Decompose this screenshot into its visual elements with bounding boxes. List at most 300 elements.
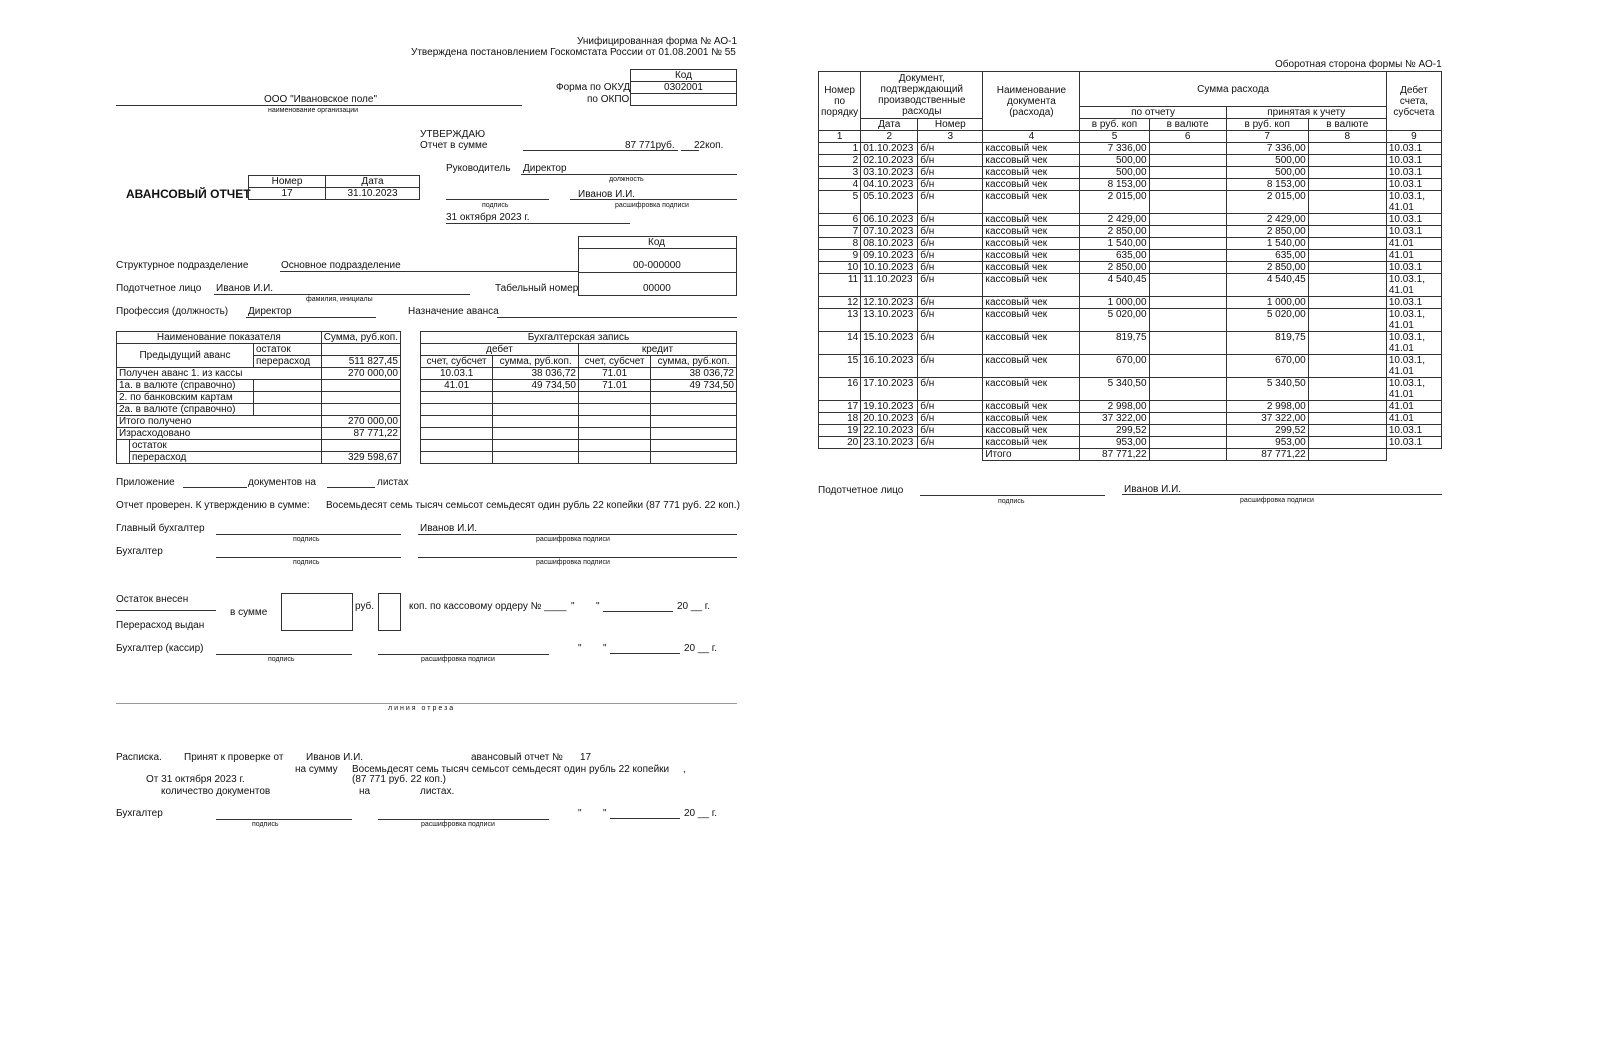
row-date: 06.10.2023 (861, 214, 918, 226)
row-doc-number: б/н (918, 355, 983, 378)
column-number: 6 (1149, 131, 1226, 143)
code-header-2: Код (648, 237, 666, 248)
receipt-date: От 31 октября 2023 г. (146, 774, 245, 785)
expense-row (819, 297, 1442, 309)
row-debit-line-2: 41.01 (1388, 366, 1414, 377)
credit-sum: 38 036,72 (651, 368, 737, 380)
expense-row (819, 179, 1442, 191)
header-report-rub: в руб. коп (1080, 119, 1149, 131)
row-sum-accepted: 4 540,45 (1226, 274, 1308, 297)
row-date: 11.10.2023 (861, 274, 918, 297)
okpo-label: по ОКПО (587, 94, 630, 105)
number-date-table (248, 175, 420, 200)
row-doc-name: кассовый чек (983, 332, 1080, 355)
row-cur-report (1149, 297, 1226, 309)
summary-table (116, 331, 401, 464)
prev-advance-label: Предыдущий аванс (117, 344, 254, 368)
row-cur-accepted (1308, 179, 1386, 191)
row-debit-line-1: 10.03.1, (1388, 309, 1425, 320)
row-debit: 10.03.1 (1386, 179, 1441, 191)
row-sum-accepted: 5 340,50 (1226, 378, 1308, 401)
cashier-quote-close: " (603, 643, 607, 654)
row-cur-accepted (1308, 226, 1386, 238)
expense-row (819, 238, 1442, 250)
row-date: 10.10.2023 (861, 262, 918, 274)
row-debit-line-2: 41.01 (1388, 202, 1414, 213)
row-debit-line-1: 10.03.1, (1388, 191, 1425, 202)
report-sum-kop: 22коп. (694, 140, 724, 151)
row-sum-accepted: 2 998,00 (1226, 401, 1308, 413)
accounting-row-empty (421, 416, 737, 428)
doc-title: АВАНСОВЫЙ ОТЧЕТ (126, 187, 251, 201)
total-label: Итого (983, 449, 1080, 461)
org-caption: наименование организации (268, 107, 359, 114)
row-doc-number: б/н (918, 226, 983, 238)
accounting-row-empty (421, 428, 737, 440)
row-cur-report (1149, 167, 1226, 179)
row-cur-accepted (1308, 309, 1386, 332)
row-number: 6 (819, 214, 861, 226)
row-debit: 10.03.1 (1386, 437, 1441, 449)
currency1-label: 1а. в валюте (справочно) (117, 380, 254, 392)
row-debit: 41.01 (1386, 238, 1441, 250)
row-doc-number: б/н (918, 167, 983, 179)
debit-account: 41.01 (421, 380, 493, 392)
row-cur-accepted (1308, 437, 1386, 449)
debit-account: 10.03.1 (421, 368, 493, 380)
header-debit: Дебет счета, субсчета (1386, 72, 1441, 131)
expense-row (819, 355, 1442, 378)
row-doc-number: б/н (918, 401, 983, 413)
row-cur-accepted (1308, 355, 1386, 378)
year-line: 20 __ г. (677, 601, 711, 612)
chief-name-line (418, 534, 737, 535)
row-doc-name: кассовый чек (983, 214, 1080, 226)
kop-order-label: коп. по кассовому ордеру № ____ (409, 601, 567, 612)
expense-row (819, 413, 1442, 425)
header-sum: Сумма расхода (1080, 72, 1386, 107)
total-empty-3 (918, 449, 983, 461)
row-date: 22.10.2023 (861, 425, 918, 437)
row-sum-accepted: 8 153,00 (1226, 179, 1308, 191)
row-debit (1386, 309, 1441, 332)
back-name-line (1122, 494, 1442, 495)
cut-line (116, 703, 737, 704)
row-cur-report (1149, 274, 1226, 297)
cashier-year: 20 __ г. (684, 643, 718, 654)
form-title: Унифицированная форма № АО-1 (577, 36, 738, 47)
row-sum-report: 953,00 (1080, 437, 1149, 449)
row-number: 3 (819, 167, 861, 179)
credit-sum: 49 734,50 (651, 380, 737, 392)
accountant-decode-caption: расшифровка подписи (536, 559, 610, 566)
row-sum-accepted: 2 850,00 (1226, 262, 1308, 274)
expense-row (819, 262, 1442, 274)
row-sum-accepted: 635,00 (1226, 250, 1308, 262)
row-debit: 10.03.1 (1386, 167, 1441, 179)
row-doc-name: кассовый чек (983, 274, 1080, 297)
tab-value: 00000 (643, 283, 671, 294)
row-doc-name: кассовый чек (983, 143, 1080, 155)
accountant2-date-line (610, 818, 680, 819)
row-number: 18 (819, 413, 861, 425)
accountant2-quote-open: " (578, 808, 582, 819)
sheets-label: листах (377, 477, 409, 488)
row-cur-report (1149, 250, 1226, 262)
currency2-value (321, 404, 400, 416)
cashier-label: Бухгалтер (кассир) (116, 643, 204, 654)
expense-row (819, 401, 1442, 413)
credit-sum-header: сумма, руб.коп. (651, 356, 737, 368)
total-accepted: 87 771,22 (1226, 449, 1308, 461)
row-number: 13 (819, 309, 861, 332)
okud-label: Форма по ОКУД (556, 82, 631, 93)
row-debit (1386, 191, 1441, 214)
row-cur-accepted (1308, 413, 1386, 425)
remainder-line (116, 610, 216, 611)
row-sum-accepted: 1 000,00 (1226, 297, 1308, 309)
report-sum-label: Отчет в сумме (420, 140, 488, 151)
total-accepted-cur (1308, 449, 1386, 461)
row-debit: 41.01 (1386, 401, 1441, 413)
row-sum-report: 500,00 (1080, 167, 1149, 179)
head-position: Директор (523, 163, 567, 174)
expense-row (819, 425, 1442, 437)
row-debit-line-2: 41.01 (1388, 320, 1414, 331)
tab-label: Табельный номер (495, 283, 579, 294)
okpo-value (631, 94, 737, 106)
pererashod2-label: перерасход (130, 452, 322, 464)
row-cur-accepted (1308, 155, 1386, 167)
debit-sum: 38 036,72 (493, 368, 579, 380)
row-sum-report: 5 020,00 (1080, 309, 1149, 332)
advance-report-no-label: авансовый отчет № (471, 752, 563, 763)
kop-box[interactable] (378, 593, 401, 631)
report-sum-rub: 87 771руб. (625, 140, 675, 151)
currency1-value (321, 380, 400, 392)
row-cur-accepted (1308, 401, 1386, 413)
row-sum-accepted: 819,75 (1226, 332, 1308, 355)
row-doc-name: кассовый чек (983, 226, 1080, 238)
row-date: 12.10.2023 (861, 297, 918, 309)
header-accepted-cur: в валюте (1308, 119, 1386, 131)
approve-label: УТВЕРЖДАЮ (420, 129, 486, 140)
approve-date-line (446, 223, 630, 224)
currency2-label: 2а. в валюте (справочно) (117, 404, 254, 416)
head-signature-caption: подпись (482, 202, 509, 209)
row-sum-accepted: 953,00 (1226, 437, 1308, 449)
accounting-row-empty (421, 392, 737, 404)
row-doc-name: кассовый чек (983, 191, 1080, 214)
header-date: Дата (861, 119, 918, 131)
header-accepted: принятая к учету (1226, 107, 1386, 119)
row-number: 9 (819, 250, 861, 262)
back-signature-line (920, 495, 1105, 496)
row-number: 12 (819, 297, 861, 309)
row-cur-report (1149, 401, 1226, 413)
accountant2-name-line (378, 819, 549, 820)
remainder-label: Остаток внесен (116, 594, 189, 605)
row-number: 8 (819, 238, 861, 250)
row-doc-number: б/н (918, 309, 983, 332)
row-debit: 10.03.1 (1386, 214, 1441, 226)
row-number: 10 (819, 262, 861, 274)
accounting-row (421, 368, 737, 380)
row-debit (1386, 355, 1441, 378)
expense-row (819, 437, 1442, 449)
head-position-line (521, 174, 737, 175)
receipt-sum-words: Восемьдесят семь тысяч семьсот семьдесят один рубль 22 копейки (352, 764, 670, 775)
row-doc-number: б/н (918, 378, 983, 401)
row-doc-number: б/н (918, 332, 983, 355)
row-doc-number: б/н (918, 191, 983, 214)
over-value: 329 598,67 (321, 452, 400, 464)
row-date: 03.10.2023 (861, 167, 918, 179)
expense-row (819, 309, 1442, 332)
row-number: 4 (819, 179, 861, 191)
row-sum-report: 2 850,00 (1080, 262, 1149, 274)
row-date: 07.10.2023 (861, 226, 918, 238)
accountant2-label: Бухгалтер (116, 808, 163, 819)
row-cur-accepted (1308, 378, 1386, 401)
cards-sub (253, 392, 321, 404)
row-sum-report: 2 850,00 (1080, 226, 1149, 238)
row-cur-accepted (1308, 191, 1386, 214)
row-number: 14 (819, 332, 861, 355)
order-date-line (603, 611, 673, 612)
row-number: 11 (819, 274, 861, 297)
date-value: 31.10.2023 (326, 188, 420, 200)
back-signature-caption: подпись (998, 498, 1025, 505)
received-label: Получен аванс 1. из кассы (117, 368, 322, 380)
row-cur-report (1149, 214, 1226, 226)
row-sum-report: 670,00 (1080, 355, 1149, 378)
on-sum-label: на сумму (295, 764, 338, 775)
row-sum-accepted: 2 429,00 (1226, 214, 1308, 226)
row-cur-report (1149, 425, 1226, 437)
credit-account: 71.01 (578, 380, 650, 392)
head-signature-line (446, 199, 549, 200)
total-empty-1 (819, 449, 861, 461)
org-line (116, 105, 522, 106)
total-empty-9 (1386, 449, 1441, 461)
receipt-label: Расписка. (116, 752, 162, 763)
back-person-name: Иванов И.И. (1124, 484, 1182, 495)
sheets-dot-label: листах. (420, 786, 455, 797)
accounting-row-empty (421, 452, 737, 464)
head-decode-caption: расшифровка подписи (615, 202, 689, 209)
row-sum-accepted: 2 850,00 (1226, 226, 1308, 238)
summary-header-name: Наименование показателя (117, 332, 322, 344)
row-doc-name: кассовый чек (983, 155, 1080, 167)
row-doc-name: кассовый чек (983, 413, 1080, 425)
row-sum-report: 1 000,00 (1080, 297, 1149, 309)
row-sum-accepted: 500,00 (1226, 155, 1308, 167)
row-debit: 41.01 (1386, 250, 1441, 262)
expense-row (819, 214, 1442, 226)
row-cur-report (1149, 143, 1226, 155)
head-label: Руководитель (446, 163, 511, 174)
row-number: 7 (819, 226, 861, 238)
receipt-no: 17 (580, 752, 592, 763)
checked-label: Отчет проверен. К утверждению в сумме: (116, 500, 310, 511)
expense-row (819, 143, 1442, 155)
row-date: 15.10.2023 (861, 332, 918, 355)
row-sum-accepted: 7 336,00 (1226, 143, 1308, 155)
row-doc-name: кассовый чек (983, 425, 1080, 437)
accounting-row (421, 380, 737, 392)
position-caption: должность (609, 176, 644, 183)
na-label: на (359, 786, 371, 797)
row-number: 20 (819, 437, 861, 449)
currency1-sub (253, 380, 321, 392)
expense-row (819, 191, 1442, 214)
column-number: 8 (1308, 131, 1386, 143)
row-doc-name: кассовый чек (983, 437, 1080, 449)
accountant-signature-caption: подпись (293, 559, 320, 566)
row-sum-report: 7 336,00 (1080, 143, 1149, 155)
row-debit-line-1: 10.03.1, (1388, 355, 1425, 366)
prev-pererashod-label: перерасход (253, 356, 321, 368)
row-sum-accepted: 2 015,00 (1226, 191, 1308, 214)
receipt-person: Иванов И.И. (306, 752, 364, 763)
row-doc-number: б/н (918, 214, 983, 226)
head-name: Иванов И.И. (578, 189, 636, 200)
cashier-signature-caption: подпись (268, 656, 295, 663)
approve-date: 31 октября 2023 г. (446, 212, 530, 223)
row-doc-name: кассовый чек (983, 179, 1080, 191)
row-cur-report (1149, 155, 1226, 167)
row-date: 01.10.2023 (861, 143, 918, 155)
row-cur-accepted (1308, 274, 1386, 297)
division-code: 00-000000 (633, 260, 681, 271)
accountant2-decode-caption: расшифровка подписи (421, 821, 495, 828)
header-doc: Документ, подтверждающий производственные расходы (861, 72, 983, 119)
row-cur-accepted (1308, 425, 1386, 437)
ostatok2-label: остаток (130, 440, 322, 452)
row-doc-name: кассовый чек (983, 355, 1080, 378)
row-debit-line-2: 41.01 (1388, 285, 1414, 296)
row-cur-accepted (1308, 250, 1386, 262)
row-sum-report: 2 015,00 (1080, 191, 1149, 214)
column-number: 9 (1386, 131, 1441, 143)
debit-sum: 49 734,50 (493, 380, 579, 392)
row-date: 05.10.2023 (861, 191, 918, 214)
expense-row (819, 274, 1442, 297)
okud-value: 0302001 (631, 82, 737, 94)
received-value: 270 000,00 (321, 368, 400, 380)
row-doc-number: б/н (918, 297, 983, 309)
header-name: Наименование документа (расхода) (983, 72, 1080, 131)
purpose-line (497, 317, 737, 318)
row-doc-name: кассовый чек (983, 250, 1080, 262)
row-doc-number: б/н (918, 179, 983, 191)
row-debit: 10.03.1 (1386, 262, 1441, 274)
row-doc-number: б/н (918, 274, 983, 297)
row-debit (1386, 274, 1441, 297)
row-date: 20.10.2023 (861, 413, 918, 425)
chief-signature-line (216, 534, 401, 535)
column-number: 5 (1080, 131, 1149, 143)
cards-label: 2. по банковским картам (117, 392, 254, 404)
total-received-label: Итого получено (117, 416, 322, 428)
row-sum-accepted: 670,00 (1226, 355, 1308, 378)
row-cur-report (1149, 413, 1226, 425)
number-value: 17 (249, 188, 326, 200)
prev-ostatok-label: остаток (253, 344, 321, 356)
date-header: Дата (326, 176, 420, 188)
column-number: 7 (1226, 131, 1308, 143)
row-cur-report (1149, 262, 1226, 274)
total-cur (1149, 449, 1226, 461)
expense-table (818, 71, 1442, 461)
expense-row (819, 332, 1442, 355)
rub-label: руб. (355, 601, 375, 612)
cashier-decode-caption: расшифровка подписи (421, 656, 495, 663)
quote-close: " (596, 601, 600, 612)
back-decode-caption: расшифровка подписи (1240, 497, 1314, 504)
code-header: Код (631, 70, 737, 82)
row-cur-report (1149, 309, 1226, 332)
row-cur-report (1149, 355, 1226, 378)
row-date: 23.10.2023 (861, 437, 918, 449)
head-name-line (570, 199, 737, 200)
accounting-title: Бухгалтерская запись (421, 332, 737, 344)
header-number: Номер (918, 119, 983, 131)
spent-value: 87 771,22 (321, 428, 400, 440)
cashier-name-line (378, 654, 549, 655)
debit-sum-header: сумма, руб.коп. (493, 356, 579, 368)
accountant2-signature-line (216, 819, 352, 820)
row-debit-line-1: 10.03.1, (1388, 378, 1425, 389)
cards-value (321, 392, 400, 404)
row-date: 09.10.2023 (861, 250, 918, 262)
credit-account-header: счет, субсчет (578, 356, 650, 368)
row-sum-accepted: 5 020,00 (1226, 309, 1308, 332)
ostatok2-value (321, 440, 400, 452)
row-number: 1 (819, 143, 861, 155)
total-empty-2 (861, 449, 918, 461)
attachment-sheets-line (327, 487, 375, 488)
receipt-comma: , (683, 764, 686, 775)
rub-box[interactable] (281, 593, 353, 631)
balance-indent (117, 440, 130, 464)
row-date: 08.10.2023 (861, 238, 918, 250)
row-sum-report: 2 429,00 (1080, 214, 1149, 226)
row-date: 13.10.2023 (861, 309, 918, 332)
row-doc-number: б/н (918, 155, 983, 167)
row-doc-number: б/н (918, 437, 983, 449)
accountant2-quote-close: " (603, 808, 607, 819)
doc-count-label: количество документов (161, 786, 271, 797)
column-number: 1 (819, 131, 861, 143)
row-cur-accepted (1308, 214, 1386, 226)
row-cur-report (1149, 191, 1226, 214)
checked-value: Восемьдесят семь тысяч семьсот семьдесят один рубль 22 копейки (87 771 руб. 22 коп.) (326, 500, 740, 511)
row-number: 16 (819, 378, 861, 401)
currency2-sub (253, 404, 321, 416)
row-doc-name: кассовый чек (983, 167, 1080, 179)
column-number: 3 (918, 131, 983, 143)
row-cur-report (1149, 179, 1226, 191)
cashier-date-line (610, 653, 680, 654)
row-doc-number: б/н (918, 425, 983, 437)
row-sum-report: 4 540,45 (1080, 274, 1149, 297)
accounting-row-empty (421, 404, 737, 416)
row-doc-name: кассовый чек (983, 378, 1080, 401)
row-number: 15 (819, 355, 861, 378)
profession-value: Директор (248, 306, 292, 317)
